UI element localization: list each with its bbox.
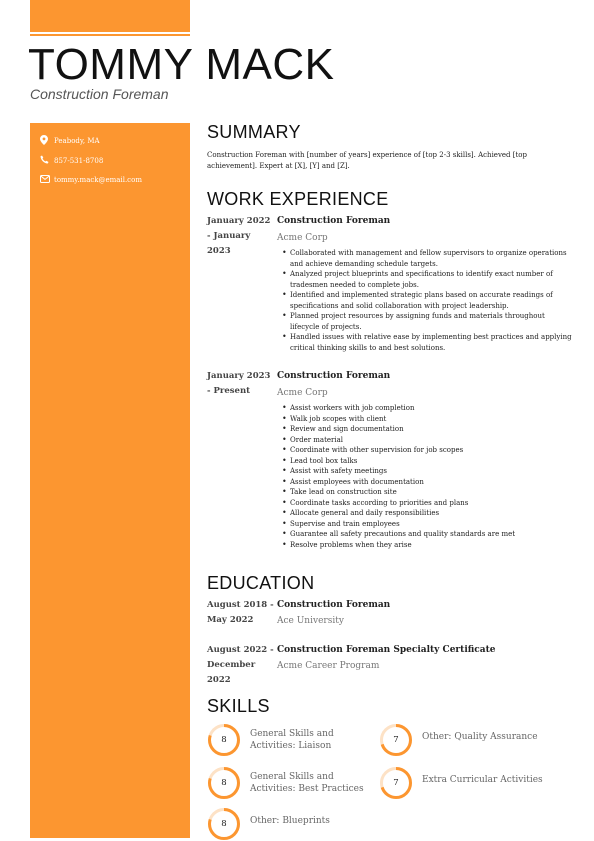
skill-label: General Skills and Activities: Best Practices — [250, 772, 364, 794]
location-text: Peabody, MA — [54, 137, 100, 145]
list-item: • Assist workers with job completion — [290, 403, 575, 414]
job-dates: January 2023 - Present — [207, 371, 271, 396]
skill-item — [379, 723, 572, 757]
summary-heading: SUMMARY — [207, 122, 301, 142]
education-dates: August 2018 - May 2022 — [207, 600, 274, 625]
list-item: • Order material — [290, 435, 575, 446]
phone-text: 857-531-8708 — [54, 156, 104, 165]
list-item: • Collaborated with management and fellow supervisors to organize operations and achieve demanding schedule targets. — [290, 248, 575, 269]
list-item: • Coordinate with other supervision for job scopes — [290, 445, 575, 456]
education-school: Acme Career Program — [277, 661, 380, 671]
list-item: • Identified and implemented strategic plans based on accurate readings of specifications and solid collaboration with project leadership. — [290, 290, 575, 311]
job-dates: January 2022 - January 2023 — [207, 216, 271, 256]
education-degree: Construction Foreman Specialty Certificate — [277, 645, 496, 655]
skill-level-ring — [207, 807, 241, 841]
job-bullets — [290, 248, 575, 353]
skill-item — [379, 766, 572, 800]
skill-label: General Skills and Activities: Liaison — [250, 729, 334, 751]
list-item: • Walk job scopes with client — [290, 414, 575, 425]
job-role: Construction Foreman — [277, 216, 391, 226]
list-item: • Supervise and train employees — [290, 519, 575, 530]
candidate-title: Construction Foreman — [30, 86, 169, 102]
header-accent-line — [30, 34, 190, 36]
list-item: • Coordinate tasks according to priorities and plans — [290, 498, 575, 509]
list-item: • Assist employees with documentation — [290, 477, 575, 488]
map-pin-icon — [40, 135, 54, 147]
job-company: Acme Corp — [277, 388, 328, 398]
skill-level-value: 7 — [393, 735, 399, 745]
list-item: • Resolve problems when they arise — [290, 540, 575, 551]
skill-level-ring — [379, 723, 413, 757]
job-bullets — [290, 403, 575, 550]
list-item: • Handled issues with relative ease by implementing best practices and applying critical thinking skills to and best solutions. — [290, 332, 575, 353]
skill-level-ring — [207, 723, 241, 757]
list-item: • Assist with safety meetings — [290, 466, 575, 477]
skill-item — [207, 807, 400, 841]
list-item: • Lead tool box talks — [290, 456, 575, 467]
list-item: • Analyzed project blueprints and specifications to identify exact number of tradesmen needed to complete jobs. — [290, 269, 575, 290]
email-link[interactable]: tommy.mack@email.com — [54, 176, 142, 184]
list-item: • Planned project resources by assigning funds and materials throughout lifecycle of projects. — [290, 311, 575, 332]
skill-label: Other: Blueprints — [250, 816, 330, 826]
education-dates: August 2022 - December 2022 — [207, 645, 274, 685]
job-role: Construction Foreman — [277, 371, 391, 381]
skills-heading: SKILLS — [207, 696, 270, 716]
list-item: • Take lead on construction site — [290, 487, 575, 498]
summary-text: Construction Foreman with [number of years] experience of [top 2-3 skills]. Achieved [top achievement]. Expert at [X], [Y] and [Z]. — [207, 151, 527, 170]
skill-level-value: 7 — [393, 778, 399, 788]
list-item: • Review and sign documentation — [290, 424, 575, 435]
skill-level-value: 8 — [221, 735, 227, 745]
skill-label: Other: Quality Assurance — [422, 732, 538, 742]
skill-item — [207, 723, 345, 757]
education-heading: EDUCATION — [207, 573, 315, 593]
list-item: • Guarantee all safety precautions and quality standards are met — [290, 529, 575, 540]
work-experience-heading: WORK EXPERIENCE — [207, 189, 389, 209]
skill-level-ring — [379, 766, 413, 800]
job-company: Acme Corp — [277, 233, 328, 243]
skill-label: Extra Curricular Activities — [422, 775, 543, 785]
candidate-name: TOMMY MACK — [28, 40, 335, 89]
skill-level-ring — [207, 766, 241, 800]
skill-item — [207, 766, 365, 800]
phone-icon — [40, 155, 54, 166]
list-item: • Allocate general and daily responsibilities — [290, 508, 575, 519]
skill-level-value: 8 — [221, 819, 227, 829]
skill-level-value: 8 — [221, 778, 227, 788]
header-accent-block — [30, 0, 190, 32]
contact-email[interactable] — [40, 175, 142, 185]
education-degree: Construction Foreman — [277, 600, 391, 610]
contact-phone — [40, 155, 103, 166]
contact-sidebar — [30, 123, 190, 838]
mail-icon — [40, 175, 54, 185]
contact-location — [40, 135, 100, 147]
education-school: Ace University — [277, 616, 344, 626]
